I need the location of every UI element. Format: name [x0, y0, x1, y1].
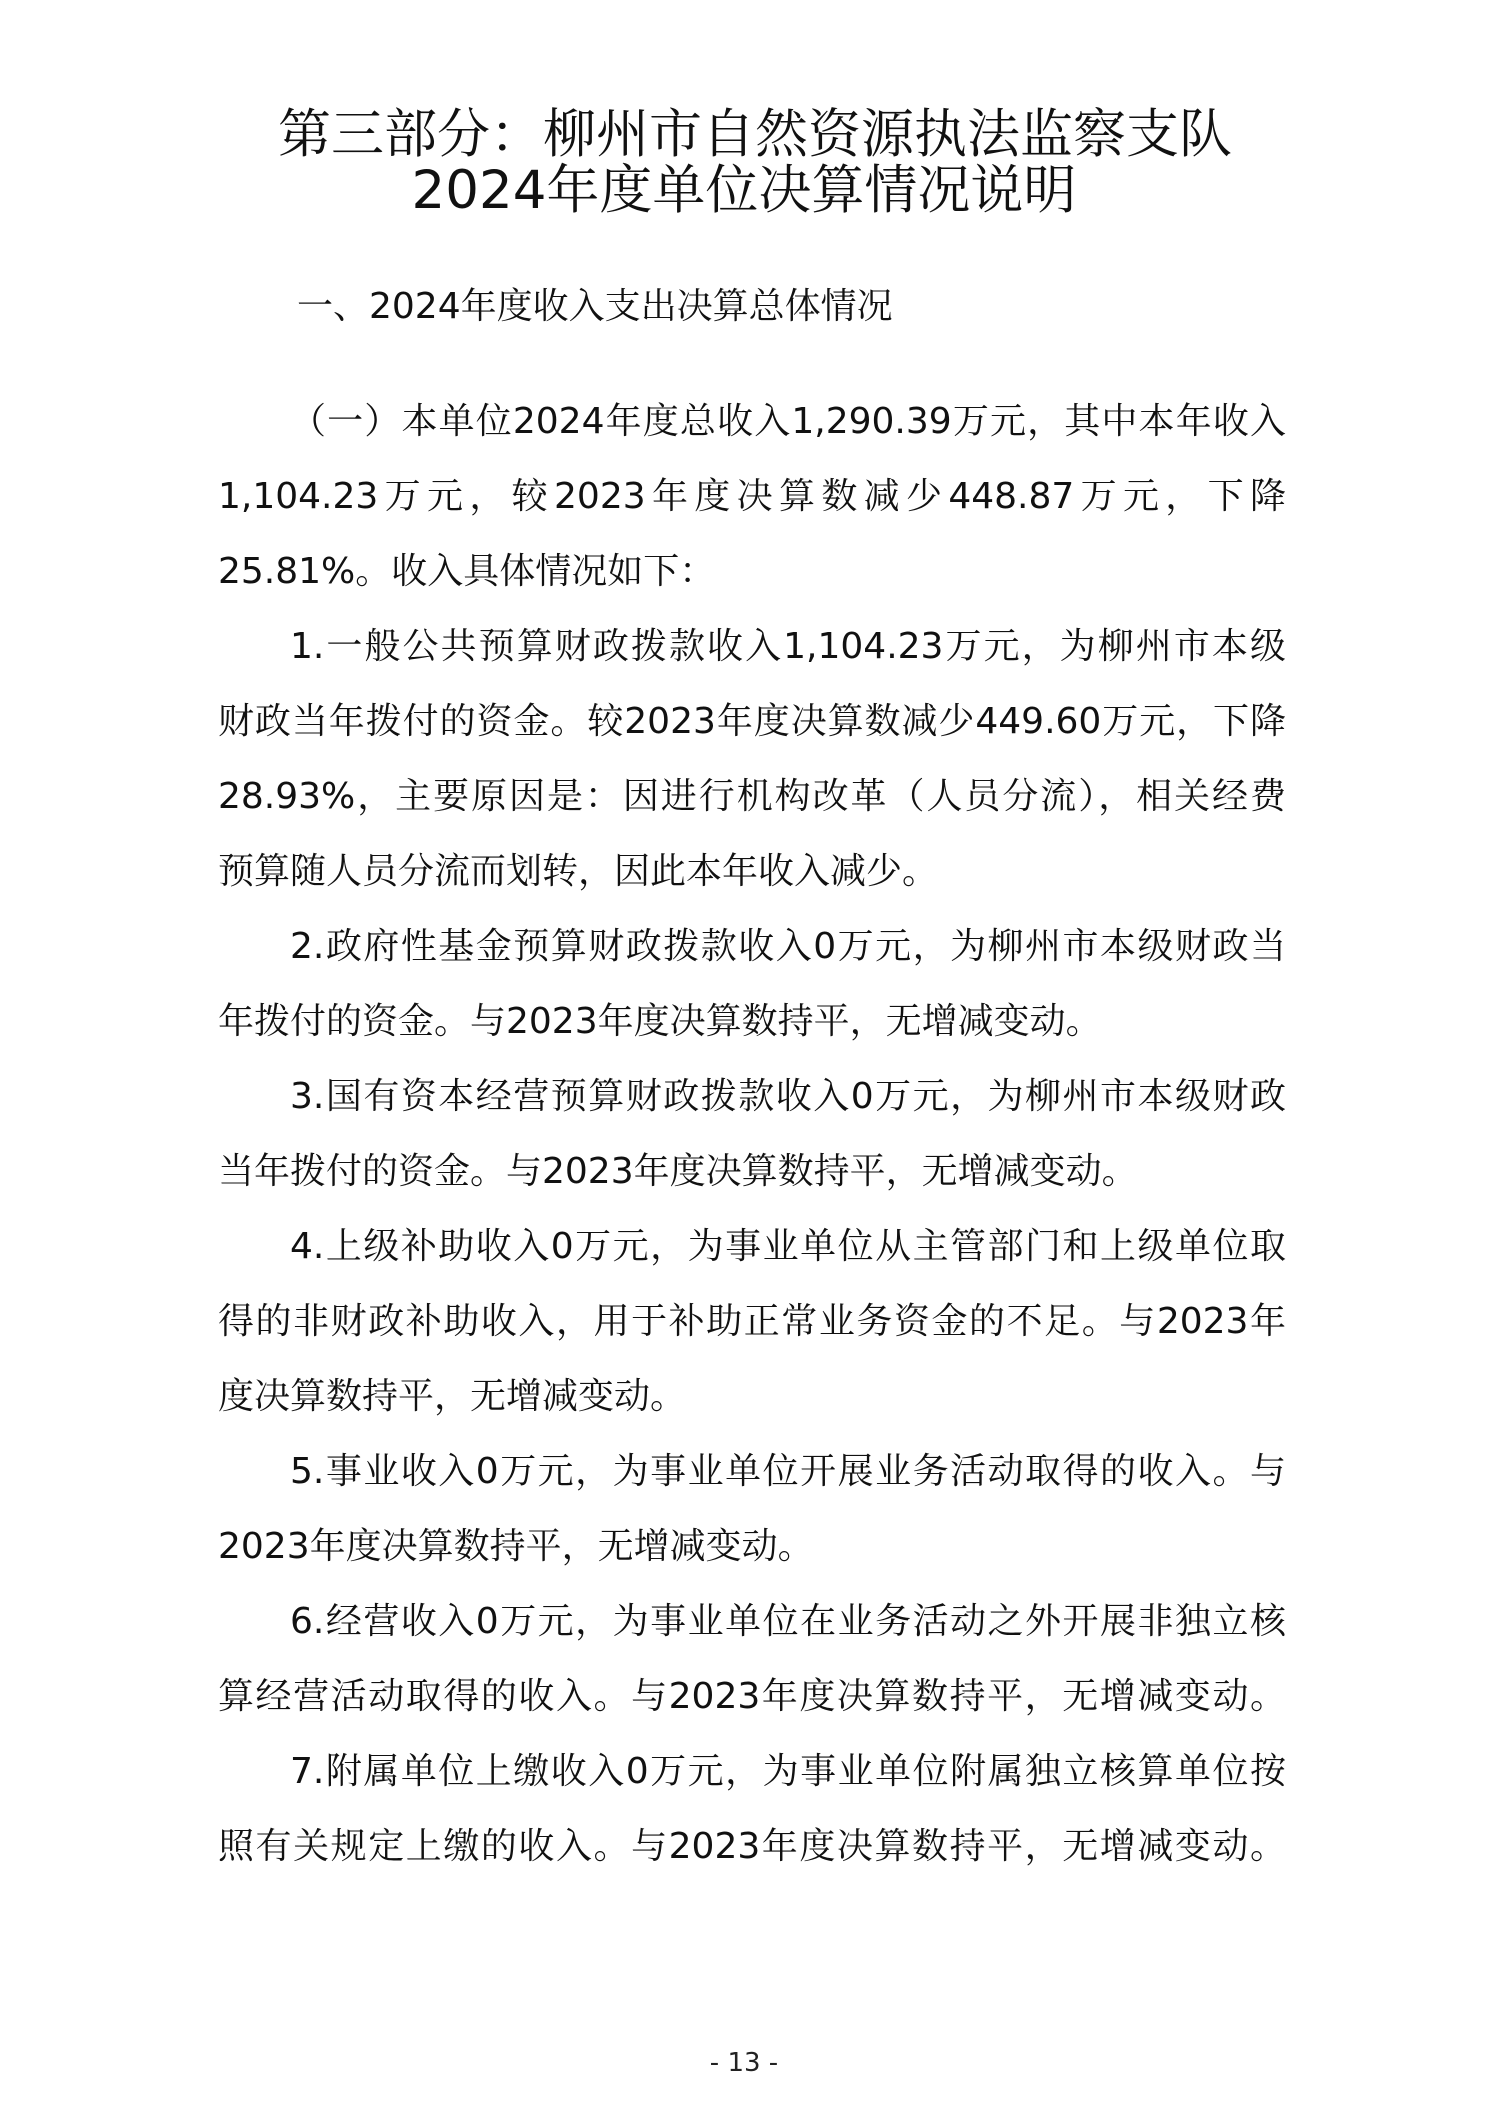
paragraph-line: 6.经营收入0万元，为事业单位在业务活动之外开展非独立核: [290, 1601, 1286, 1642]
paragraph-line: 照有关规定上缴的收入。与2023年度决算数持平，无增减变动。: [218, 1826, 1286, 1867]
paragraph-line: 年拨付的资金。与2023年度决算数持平，无增减变动。: [218, 1001, 1102, 1042]
paragraph-line: 财政当年拨付的资金。较2023年度决算数减少449.60万元，下降: [218, 701, 1286, 742]
paragraph-line: 5.事业收入0万元，为事业单位开展业务活动取得的收入。与: [290, 1451, 1286, 1492]
section-heading: 一、2024年度收入支出决算总体情况: [297, 286, 893, 327]
paragraph-line: 28.93%，主要原因是：因进行机构改革（人员分流），相关经费: [218, 776, 1286, 817]
paragraph-line: （一）本单位2024年度总收入1,290.39万元，其中本年收入: [290, 401, 1286, 442]
paragraph-line: 预算随人员分流而划转，因此本年收入减少。: [218, 851, 939, 892]
paragraph-line: 算经营活动取得的收入。与2023年度决算数持平，无增减变动。: [218, 1676, 1286, 1717]
paragraph-line: 7.附属单位上缴收入0万元，为事业单位附属独立核算单位按: [290, 1751, 1286, 1792]
paragraph-line: 2023年度决算数持平，无增减变动。: [218, 1526, 814, 1567]
paragraph-line: 度决算数持平，无增减变动。: [218, 1376, 687, 1417]
page-number: - 13 -: [709, 2048, 779, 2078]
paragraph-line: 1.一般公共预算财政拨款收入1,104.23万元，为柳州市本级: [290, 626, 1286, 667]
paragraph-line: 得的非财政补助收入，用于补助正常业务资金的不足。与2023年: [218, 1301, 1286, 1342]
document-title-line-1: 第三部分：柳州市自然资源执法监察支队: [278, 104, 1232, 165]
document-title-line-2: 2024年度单位决算情况说明: [411, 160, 1077, 221]
paragraph-line: 4.上级补助收入0万元，为事业单位从主管部门和上级单位取: [290, 1226, 1286, 1267]
paragraph-line: 3.国有资本经营预算财政拨款收入0万元，为柳州市本级财政: [290, 1076, 1286, 1117]
paragraph-line: 当年拨付的资金。与2023年度决算数持平，无增减变动。: [218, 1151, 1138, 1192]
paragraph-line: 25.81%。收入具体情况如下：: [218, 551, 716, 592]
paragraph-line: 1,104.23万元，较2023年度决算数减少448.87万元，下降: [218, 476, 1286, 517]
paragraph-line: 2.政府性基金预算财政拨款收入0万元，为柳州市本级财政当: [290, 926, 1286, 967]
